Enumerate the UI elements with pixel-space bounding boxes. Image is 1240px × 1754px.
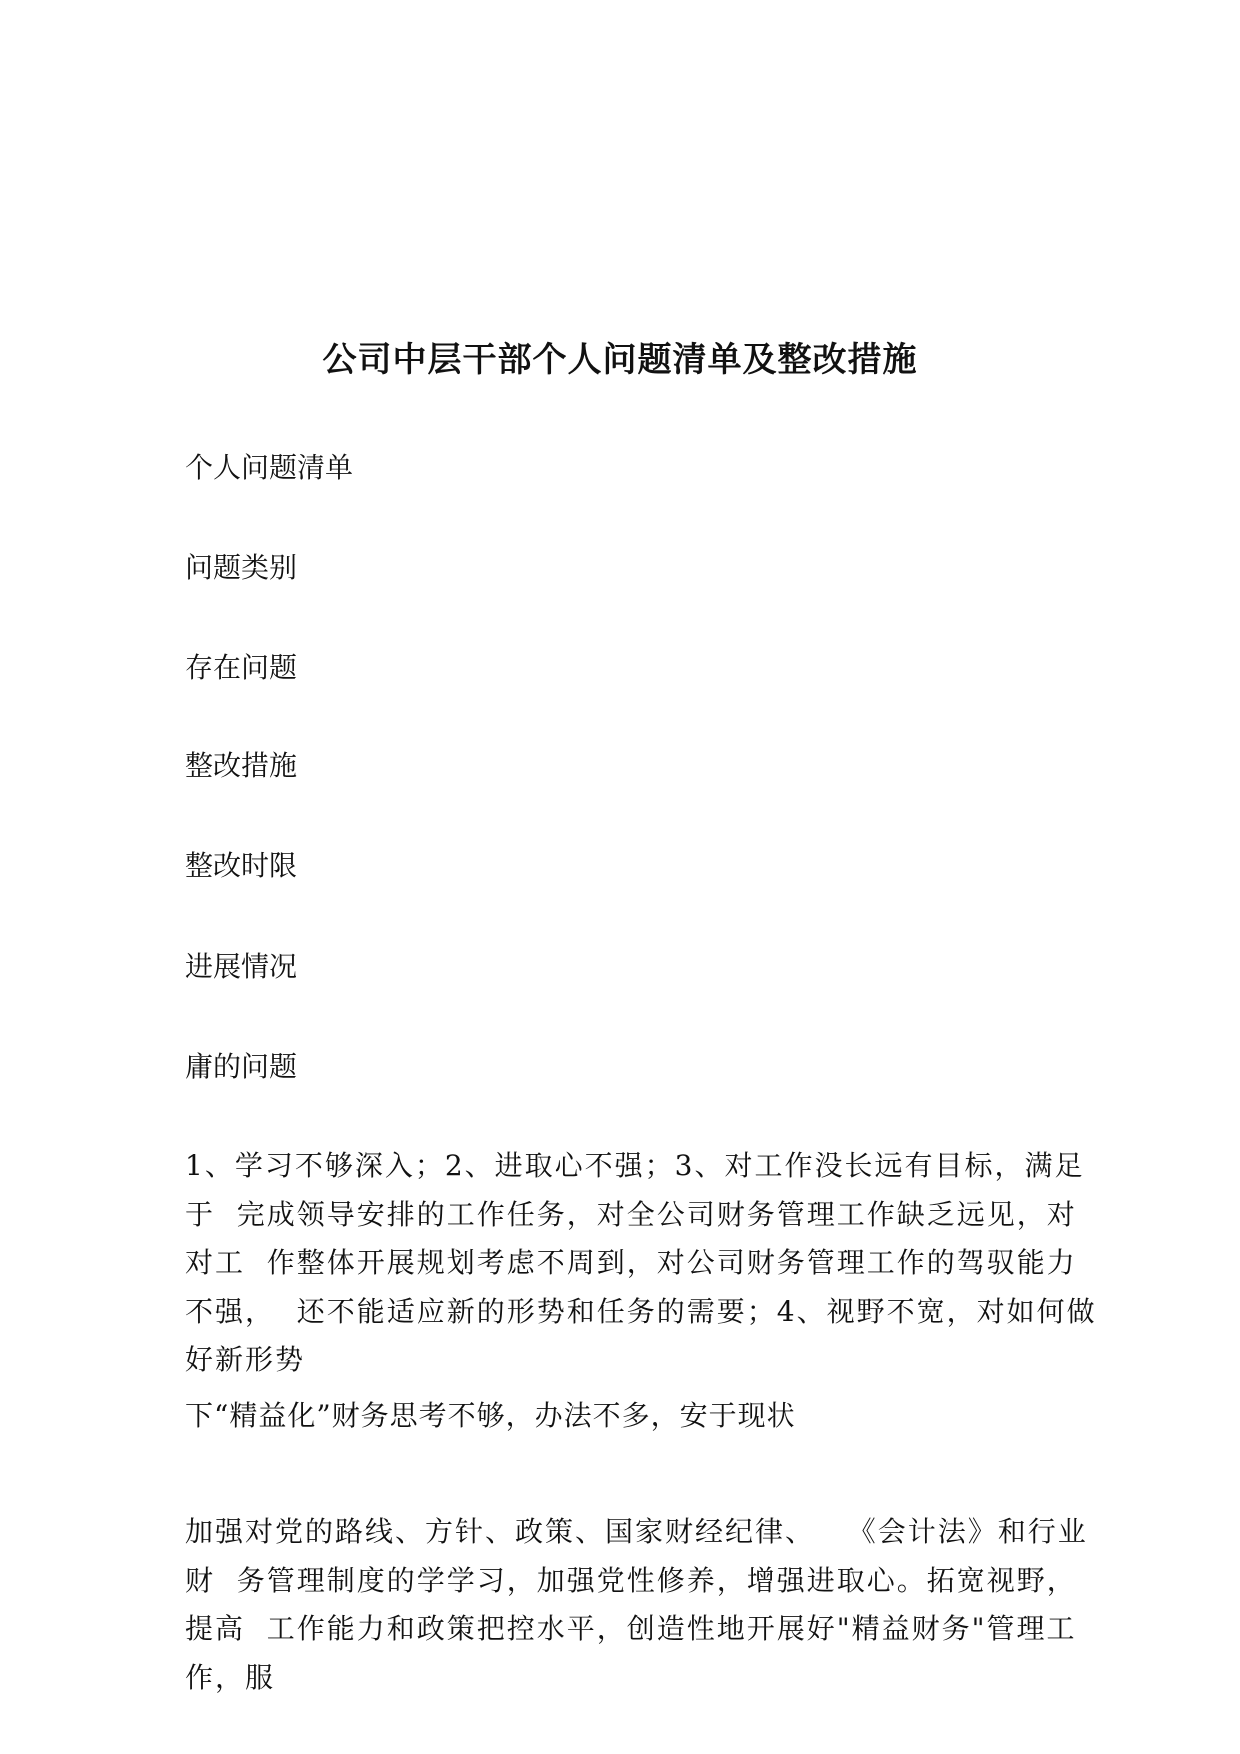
measures-paragraph <box>185 1508 1088 1702</box>
problem-line: 对工 作整体开展规划考虑不周到，对公司财务管理工作的驾驭能力 <box>185 1246 1077 1279</box>
document-title: 公司中层干部个人问题清单及整改措施 <box>322 340 918 380</box>
heading-mediocrity-issue: 庸的问题 <box>185 1050 298 1083</box>
problem-line: 好新形势 <box>185 1343 306 1376</box>
problem-line: 1、学习不够深入；2、进取心不强；3、对工作没长远有目标，满足 <box>185 1149 1085 1182</box>
heading-rectification-measures: 整改措施 <box>185 749 298 782</box>
heading-rectification-deadline: 整改时限 <box>185 849 298 882</box>
measures-line: 加强对党的路线、方针、政策、国家财经纪律、 《会计法》和行业 <box>185 1515 1088 1548</box>
measures-line: 作，服 <box>185 1660 276 1694</box>
heading-progress-status: 进展情况 <box>185 950 298 983</box>
problem-paragraph <box>185 1142 1097 1385</box>
measures-line: 财 务管理制度的学学习，加强党性修养，增强进取心。拓宽视野， <box>185 1563 1077 1597</box>
heading-existing-issues: 存在问题 <box>185 651 298 684</box>
measures-line: 提高 工作能力和政策把控水平，创造性地开展好"精益财务"管理工 <box>185 1612 1077 1645</box>
problem-line: 于 完成领导安排的工作任务，对全公司财务管理工作缺乏远见，对 <box>185 1197 1077 1231</box>
heading-issue-category: 问题类别 <box>185 551 298 584</box>
heading-personal-issue-list: 个人问题清单 <box>185 451 354 484</box>
problem-tail: 下“精益化”财务思考不够，办法不多，安于现状 <box>185 1399 796 1432</box>
problem-line: 不强， 还不能适应新的形势和任务的需要；4、视野不宽，对如何做 <box>185 1294 1097 1328</box>
